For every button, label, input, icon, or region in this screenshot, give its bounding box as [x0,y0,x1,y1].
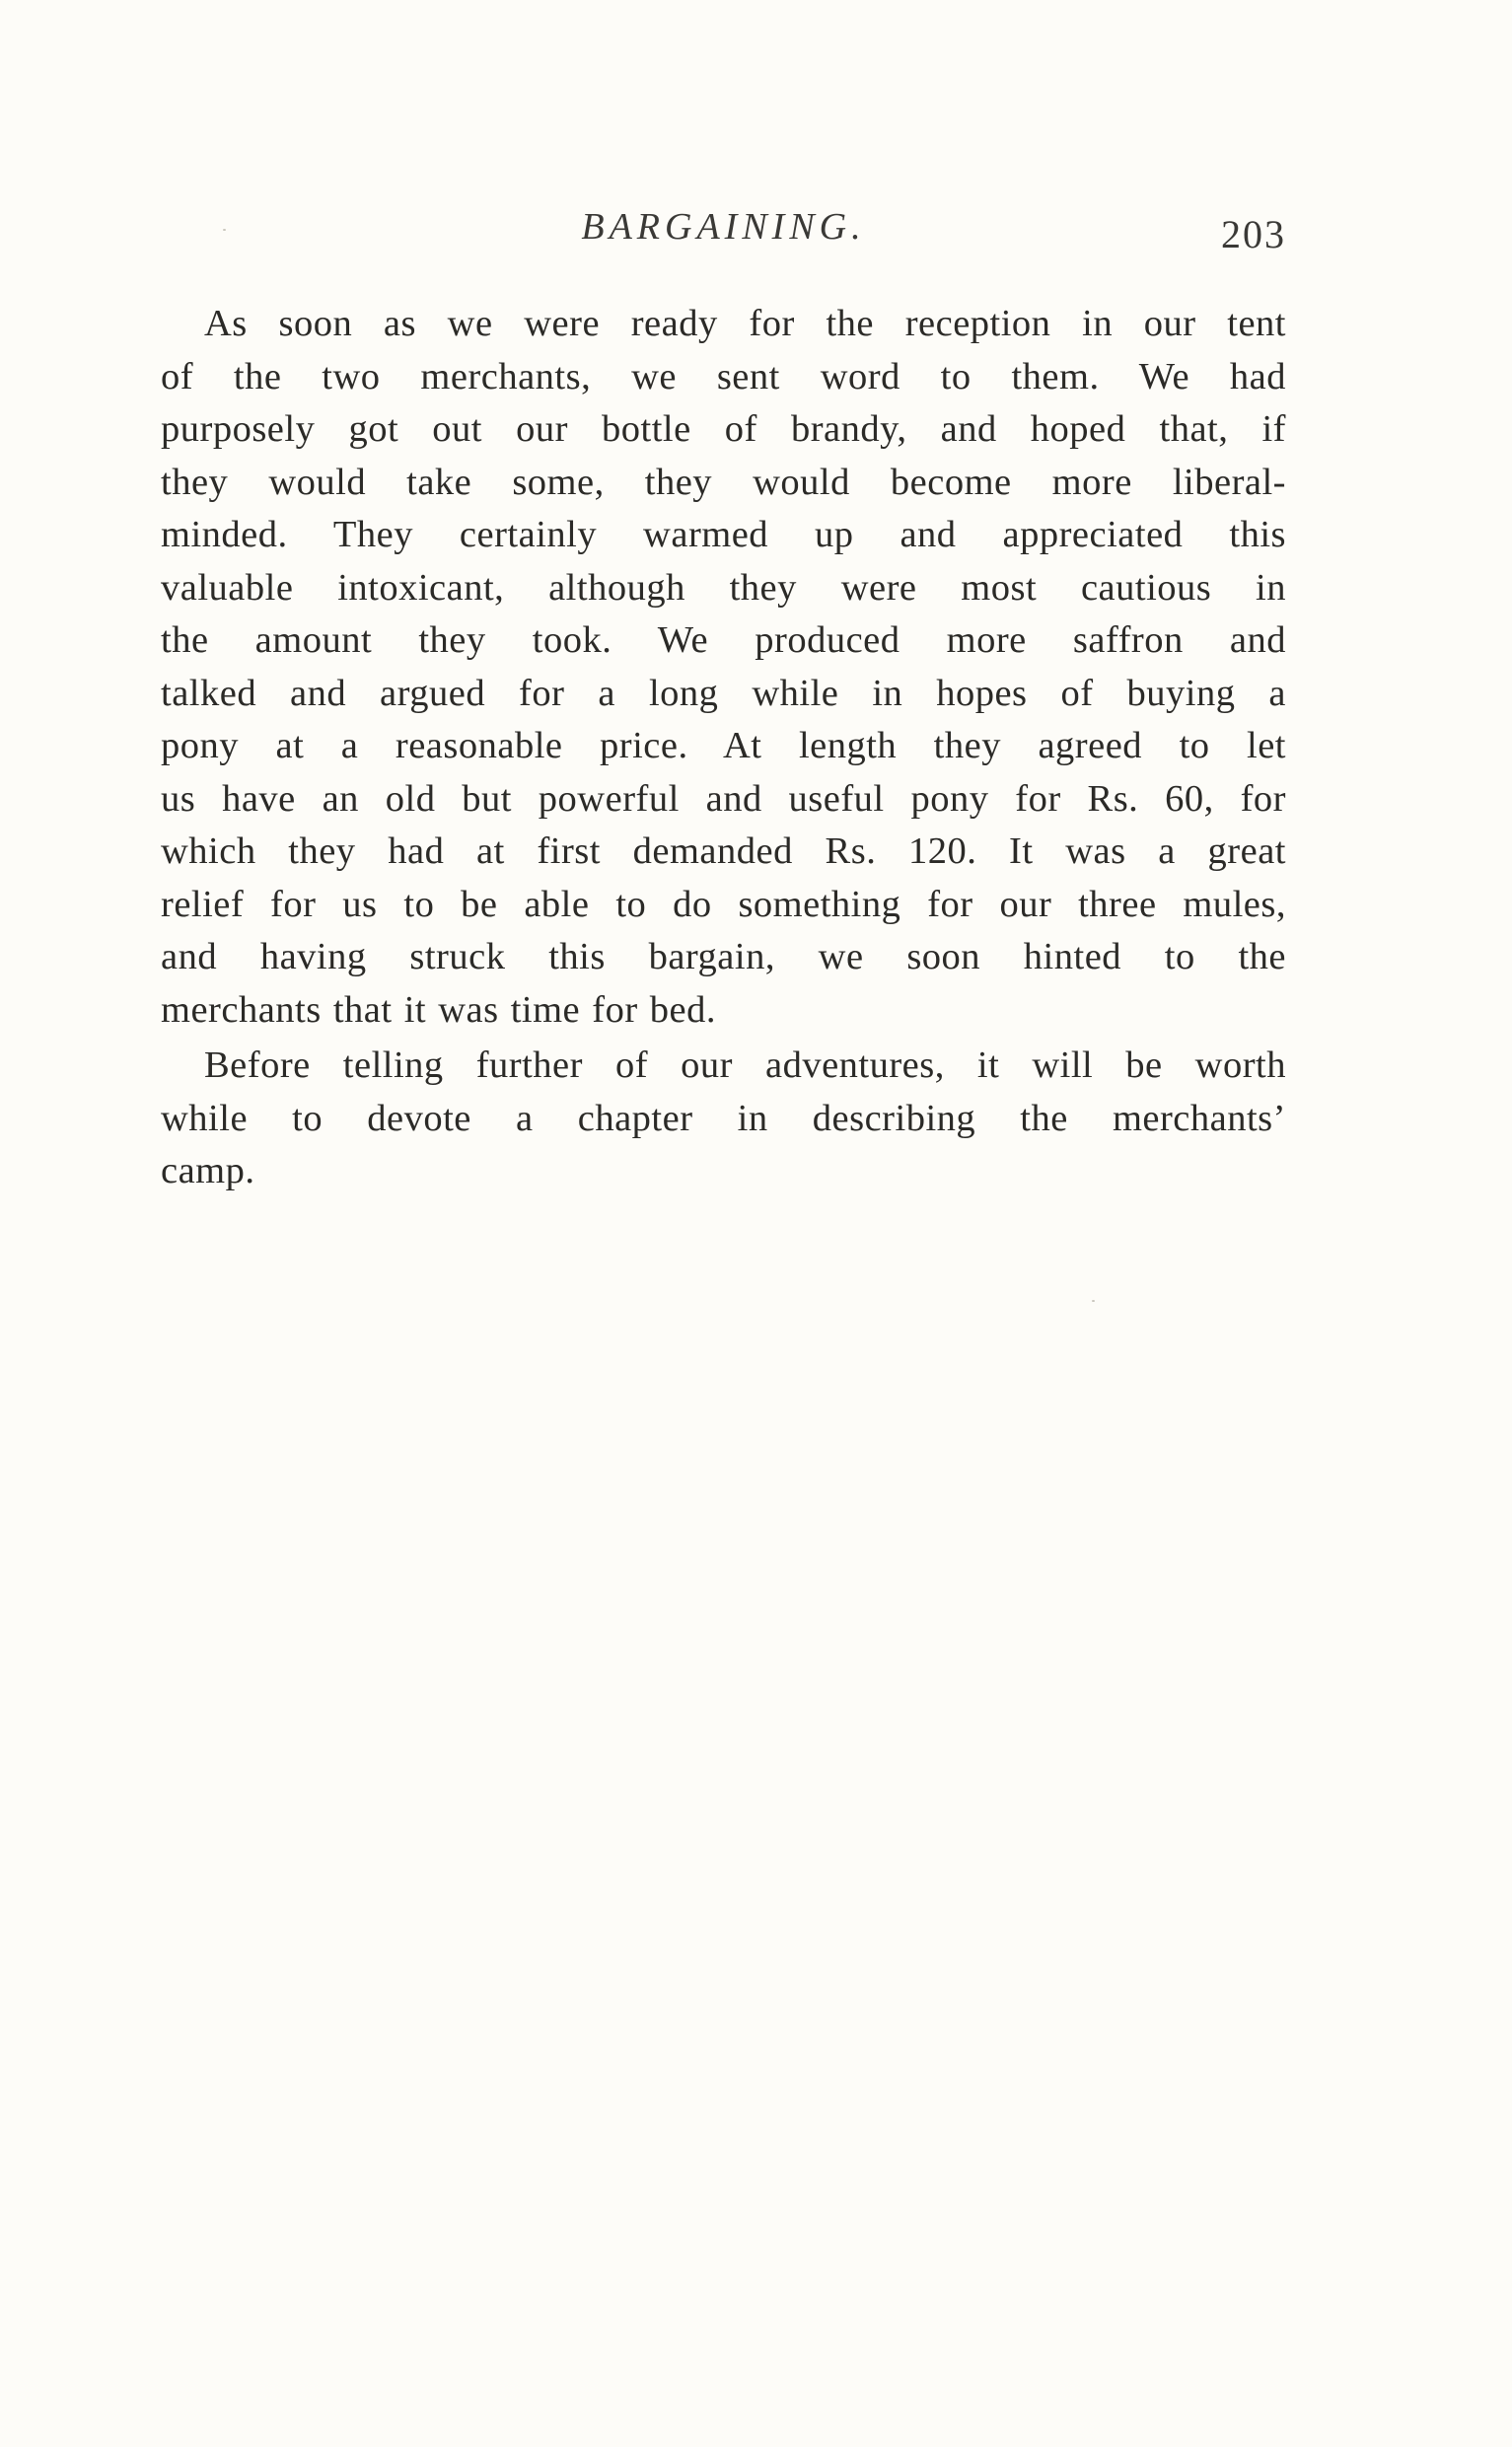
text-line: camp. [161,1150,255,1191]
paper-speck [223,229,226,231]
paper-speck [1092,1300,1095,1302]
text-line: us have an old but powerful and useful pony for Rs. 60, for [161,777,1286,820]
text-line: the amount they took. We produced more saffron and [161,619,1286,661]
body-text [161,298,1286,1198]
text-line: which they had at first demanded Rs. 120. It was a great [161,830,1286,872]
running-title: BARGAINING. [581,206,866,248]
text-line: talked and argued for a long while in hopes of buying a [161,672,1286,714]
text-line: relief for us to be able to do something for our three mules, [161,883,1286,925]
running-head [161,205,1286,264]
text-line: minded. They certainly warmed up and appreciated this [161,514,1286,555]
text-line: pony at a reasonable price. At length they agreed to let [161,725,1286,766]
paragraph-1 [161,298,1286,1037]
text-line: valuable intoxicant, although they were most cautious in [161,566,1286,609]
paragraph-2 [161,1040,1286,1198]
text-line: merchants that it was time for bed. [161,988,716,1031]
text-line: they would take some, they would become more liberal- [161,461,1286,503]
text-line: and having struck this bargain, we soon hinted to the [161,936,1286,977]
page-number: 203 [1221,212,1286,256]
text-line: of the two merchants, we sent word to them. We had [161,355,1286,397]
text-line: purposely got out our bottle of brandy, and hoped that, if [161,408,1286,450]
text-line: As soon as we were ready for the reception in our tent [204,303,1286,344]
text-line: while to devote a chapter in describing the merchants’ [161,1097,1286,1139]
text-line: Before telling further of our adventures, it will be worth [204,1044,1286,1086]
